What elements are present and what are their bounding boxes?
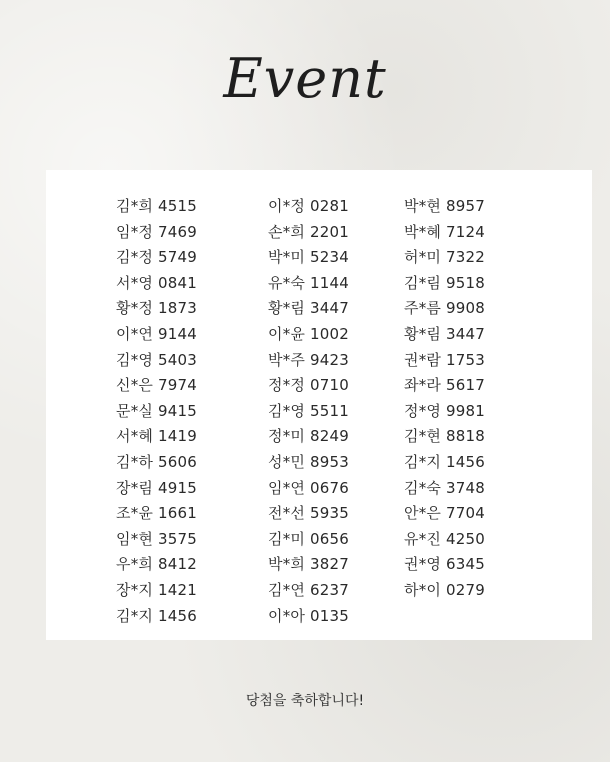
winner-entry: 권*람 1753	[404, 350, 486, 369]
winner-entry: 박*주 9423	[268, 350, 350, 369]
winner-entry: 김*현 8818	[404, 427, 486, 446]
winner-entry: 이*윤 1002	[268, 324, 350, 343]
winner-entry: 유*진 4250	[404, 529, 486, 548]
winner-entry: 손*희 2201	[268, 222, 350, 241]
winner-entry: 김*지 1456	[404, 452, 486, 471]
winner-entry: 김*하 5606	[116, 452, 198, 471]
winner-entry: 이*아 0135	[268, 606, 350, 625]
winner-entry: 유*숙 1144	[268, 273, 350, 292]
winner-entry: 장*지 1421	[116, 580, 198, 599]
winner-entry: 황*림 3447	[404, 324, 486, 343]
winners-column-1	[116, 194, 266, 629]
winner-entry: 김*림 9518	[404, 273, 486, 292]
winner-entry: 신*은 7974	[116, 376, 198, 395]
winner-entry: 이*정 0281	[268, 197, 350, 215]
winner-entry: 권*영 6345	[404, 555, 486, 574]
winner-entry: 임*정 7469	[116, 222, 198, 241]
winner-entry: 서*영 0841	[116, 273, 198, 292]
winner-entry: 김*희 4515	[116, 197, 198, 215]
winner-entry: 주*름 9908	[404, 299, 486, 318]
winner-entry: 김*지 1456	[116, 606, 198, 625]
winner-entry: 황*정 1873	[116, 299, 198, 318]
winner-entry: 김*미 0656	[268, 529, 350, 548]
winner-entry: 박*미 5234	[268, 248, 350, 267]
congratulations-message: 당첨을 축하합니다!	[245, 693, 365, 709]
winner-entry: 박*혜 7124	[404, 222, 486, 241]
winner-entry: 임*현 3575	[116, 529, 198, 548]
winner-entry: 박*현 8957	[404, 197, 486, 215]
event-title: Event	[223, 47, 387, 110]
winner-entry: 정*정 0710	[268, 376, 350, 395]
winner-entry: 정*미 8249	[268, 427, 350, 446]
winner-entry: 조*윤 1661	[116, 504, 198, 523]
winner-entry: 성*민 8953	[268, 452, 350, 471]
winner-entry: 박*희 3827	[268, 555, 350, 574]
winner-entry: 임*연 0676	[268, 478, 350, 497]
winner-entry: 황*림 3447	[268, 299, 350, 318]
winner-entry: 장*림 4915	[116, 478, 198, 497]
winner-entry: 정*영 9981	[404, 401, 486, 420]
winner-entry: 우*희 8412	[116, 555, 198, 574]
winner-entry: 전*선 5935	[268, 504, 350, 523]
winners-column-3	[404, 194, 554, 604]
winner-entry: 김*숙 3748	[404, 478, 486, 497]
winner-entry: 허*미 7322	[404, 248, 486, 267]
winners-column-2	[268, 194, 418, 629]
winner-entry: 김*영 5511	[268, 401, 350, 420]
winner-entry: 하*이 0279	[404, 580, 486, 599]
winner-entry: 김*영 5403	[116, 350, 198, 369]
winners-card	[46, 170, 592, 640]
winner-entry: 문*실 9415	[116, 401, 198, 420]
winner-entry: 서*혜 1419	[116, 427, 198, 446]
winner-entry: 김*연 6237	[268, 580, 350, 599]
winner-entry: 좌*라 5617	[404, 376, 486, 395]
winner-entry: 이*연 9144	[116, 324, 198, 343]
winner-entry: 김*정 5749	[116, 248, 198, 267]
winner-entry: 안*은 7704	[404, 504, 486, 523]
